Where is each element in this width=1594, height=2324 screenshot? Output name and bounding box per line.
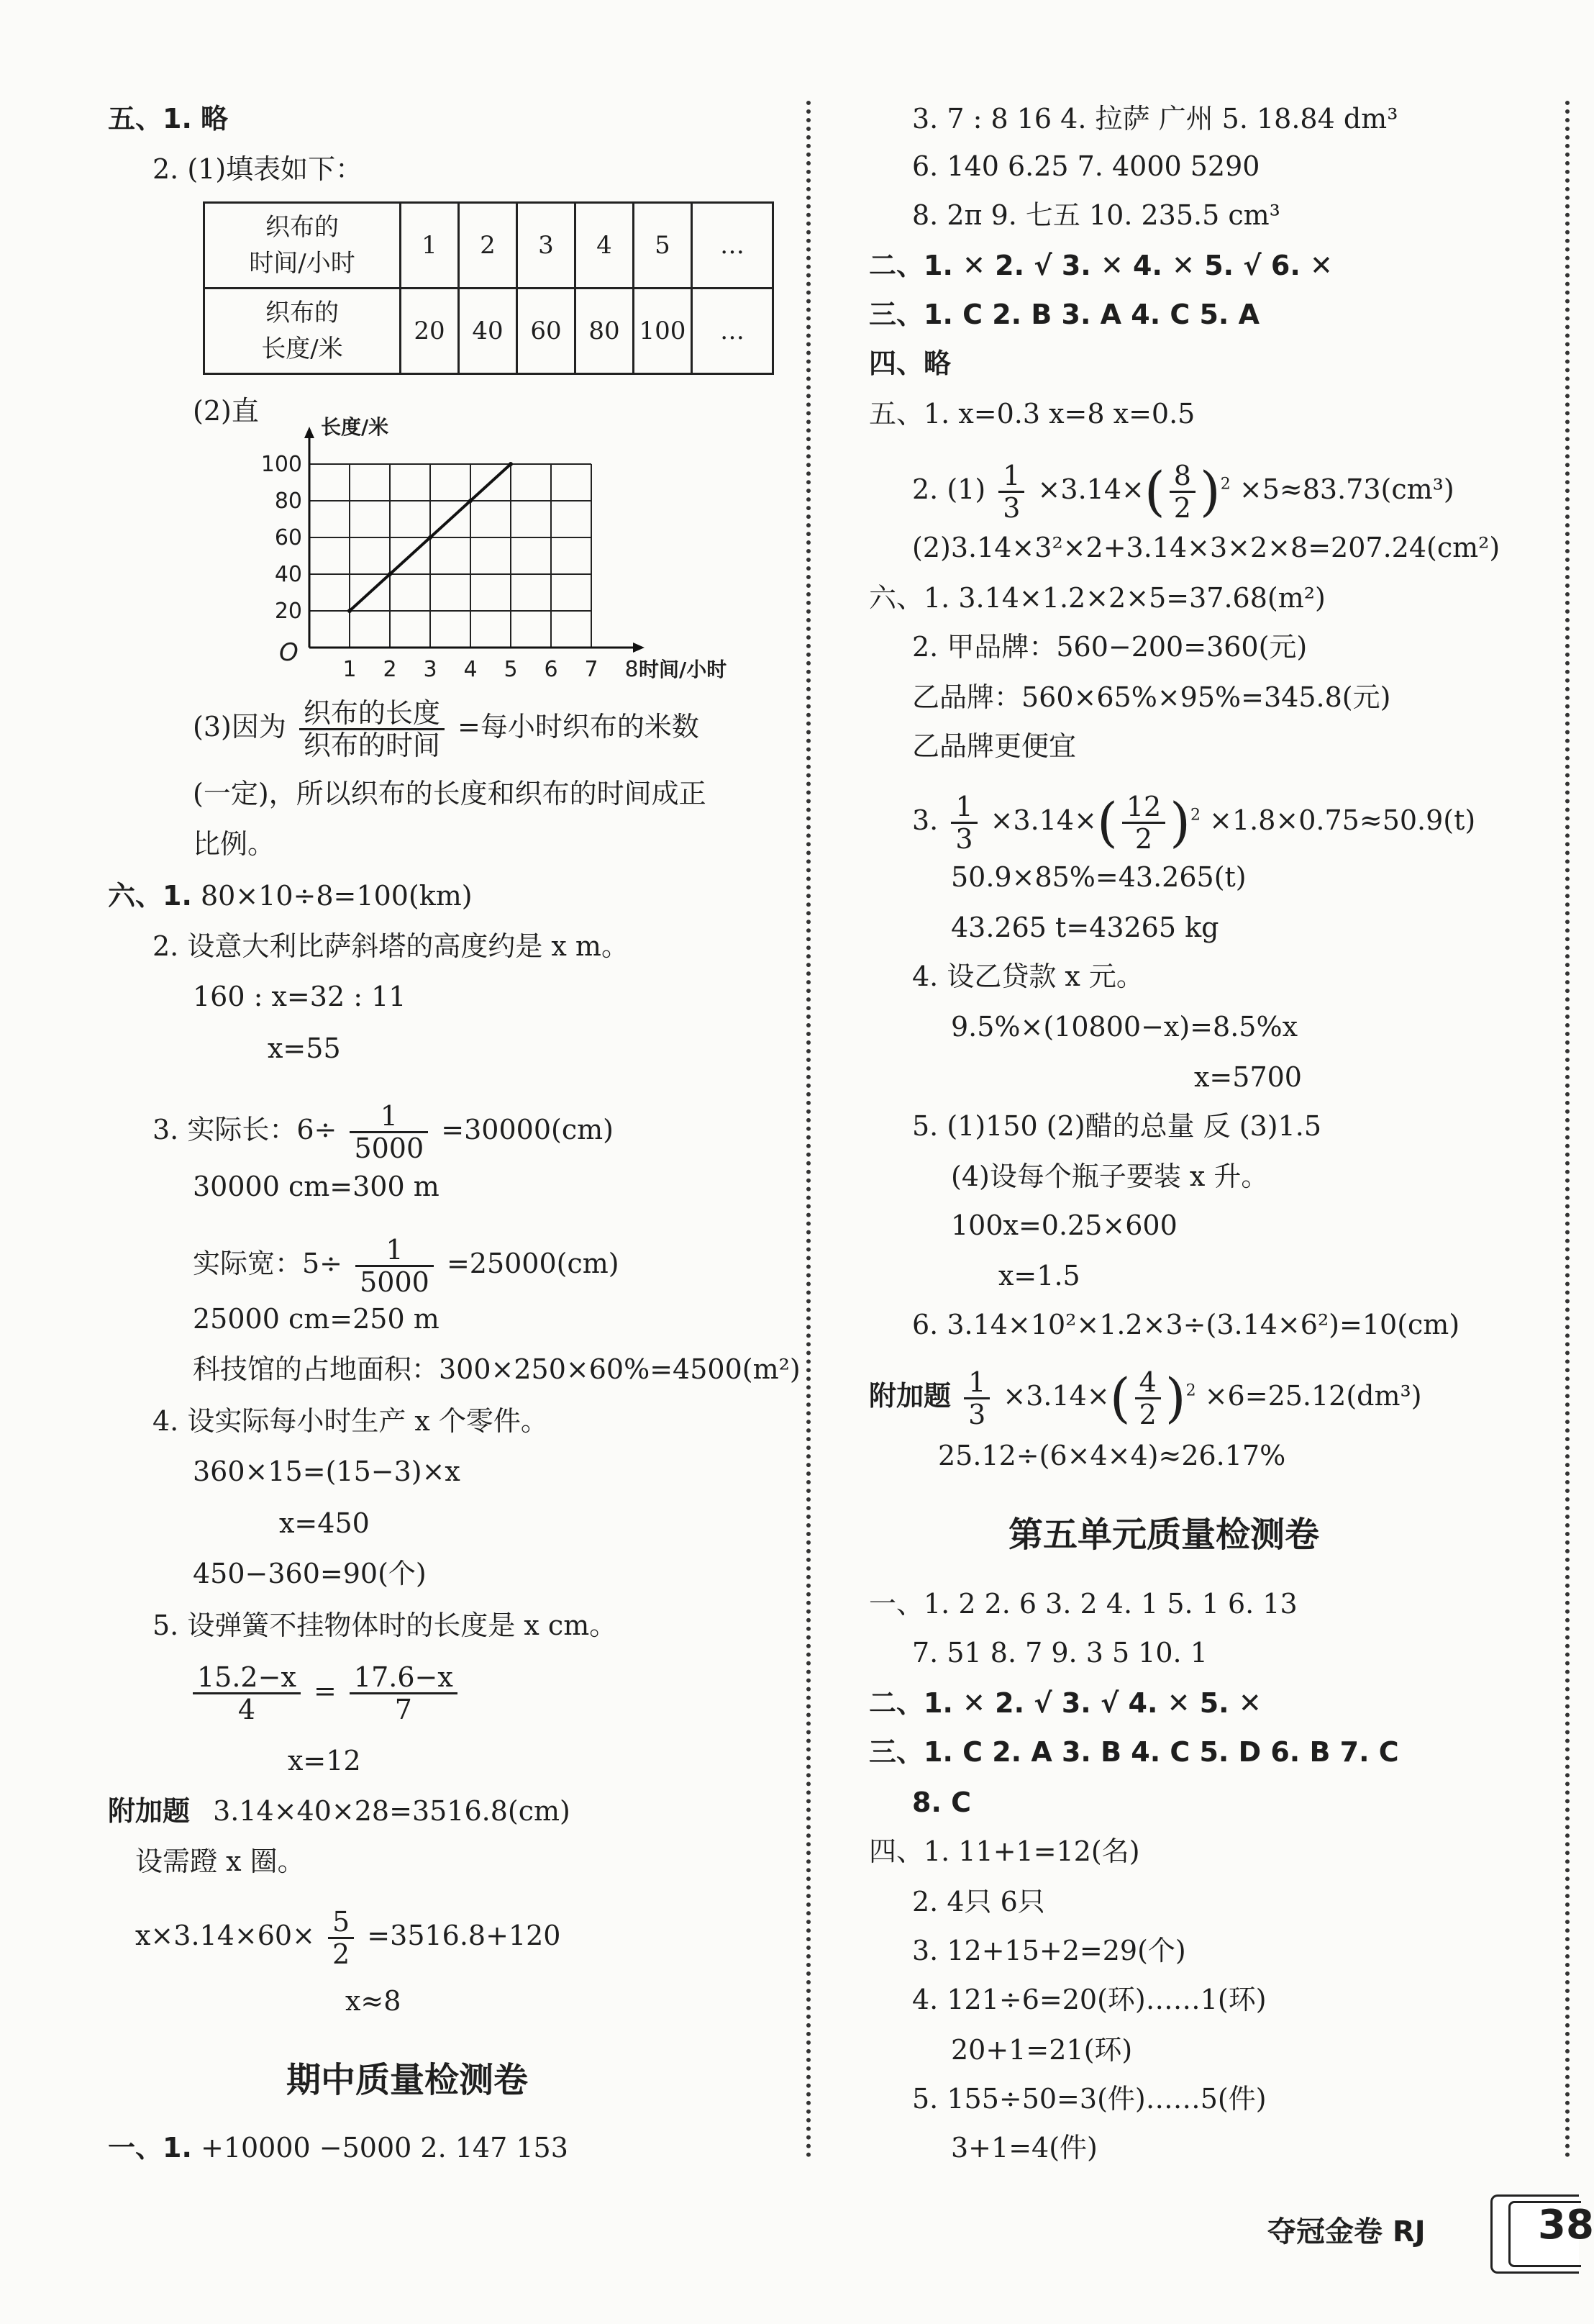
r-line-20: 5. (1)150 (2)醋的总量 反 (3)1.5 <box>912 1110 1322 1142</box>
line-chart <box>259 389 762 684</box>
fraction: $\frac{1}{5000}$ <box>355 1235 434 1297</box>
s5-q2: 2. (1)填表如下： <box>152 153 363 185</box>
y-tick-label: 40 <box>274 562 302 587</box>
r-line-1: 3. 7 : 8 16 4. 拉萨 广州 5. 18.84 dm³ <box>912 103 1398 135</box>
u-line-8: 3. 12+15+2=29(个) <box>912 1935 1186 1966</box>
y-tick-label: 60 <box>274 525 302 550</box>
s6-q1: 六、1. 80×10÷8=100(km) <box>108 880 473 912</box>
s6-q3-conv2: 25000 cm=250 m <box>193 1303 440 1335</box>
table-row <box>204 289 773 374</box>
r-line-16: 43.265 t=43265 kg <box>951 912 1219 943</box>
s6-q4-eq: 360×15=(15−3)×x <box>193 1456 460 1487</box>
table-cell: 20 <box>401 289 459 374</box>
table-header-time: 织布的 时间/小时 <box>204 203 401 289</box>
data-point <box>509 462 513 466</box>
r-line-14: 3. $\frac{1}{3}$ ×3.14×( $\frac{12}{2}$ )$^2$ ×1.8×0.75≈50.9(t) <box>912 791 1476 855</box>
s6-q5-ans: x=12 <box>288 1745 361 1776</box>
table-cell: 1 <box>401 203 459 289</box>
x-tick-label: 2 <box>383 657 397 682</box>
fraction: $\frac{8}{2}$ <box>1170 460 1196 523</box>
table-cell: … <box>692 203 773 289</box>
r-line-8: 2. (1) $\frac{1}{3}$ ×3.14×( $\frac{8}{2}$ )$^2$ ×5≈83.73(cm³) <box>912 460 1454 524</box>
table-header-length: 织布的 长度/米 <box>204 289 401 374</box>
s6-q5-eq: $\frac{15.2-x}{4}$ = $\frac{17.6-x}{7}$ <box>188 1662 462 1725</box>
s5-q3: (3)因为 $\frac{\text{织布的长度}}{\text{织布的时间}}$ =每小时织布的米数 <box>193 697 699 761</box>
u-line-12: 3+1=4(件) <box>951 2132 1098 2164</box>
data-point <box>347 609 352 613</box>
y-tick-label: 80 <box>274 489 302 514</box>
u-line-6: 四、1. 11+1=12(名) <box>869 1835 1140 1867</box>
extra-setup: 设需蹬 x 圈。 <box>135 1846 305 1877</box>
extra-eq: x×3.14×60× $\frac{5}{2}$ =3516.8+120 <box>135 1906 561 1970</box>
x-tick-label: 8 <box>624 657 639 682</box>
s5-q3-end: 比例。 <box>193 828 275 860</box>
extra-ans: x≈8 <box>345 1985 401 2017</box>
data-point <box>428 535 432 540</box>
table-cell: 80 <box>575 289 634 374</box>
s5-q1: 五、1. 略 <box>108 103 228 135</box>
r-line-18: 9.5%×(10800−x)=8.5%x <box>951 1011 1298 1043</box>
table-cell: 40 <box>459 289 517 374</box>
r-line-17: 4. 设乙贷款 x 元。 <box>912 961 1144 992</box>
fraction: $\frac{\text{织布的长度}}{\text{织布的时间}}$ <box>299 698 445 761</box>
fraction: $\frac{1}{3}$ <box>964 1367 990 1430</box>
fraction: $\frac{17.6-x}{7}$ <box>350 1662 457 1725</box>
r-line-19: x=5700 <box>1194 1061 1302 1093</box>
r-line-10: 六、1. 3.14×1.2×2×5=37.68(m²) <box>869 582 1326 614</box>
fraction: $\frac{4}{2}$ <box>1135 1367 1161 1430</box>
s6-q5: 5. 设弹簧不挂物体时的长度是 x cm。 <box>152 1610 617 1641</box>
r-line-5: 三、1. C 2. B 3. A 4. C 5. A <box>869 299 1260 330</box>
s6-q3-area: 科技馆的占地面积：300×250×60%=4500(m²) <box>193 1353 801 1385</box>
midterm-title: 期中质量检测卷 <box>286 2060 529 2100</box>
y-axis-label: 长度/米 <box>321 415 389 439</box>
table-cell: … <box>692 289 773 374</box>
x-tick-label: 7 <box>584 657 598 682</box>
r-line-26: 25.12÷(6×4×4)≈26.17% <box>938 1440 1286 1471</box>
x-tick-label: 3 <box>423 657 437 682</box>
s6-q2-ans: x=55 <box>268 1032 341 1064</box>
s5-q3-cont: (一定)，所以织布的长度和织布的时间成正 <box>193 778 706 809</box>
r-extra: 附加题 $\frac{1}{3}$ ×3.14×( $\frac{4}{2}$ )$^2$ ×6=25.12(dm³) <box>869 1366 1422 1430</box>
r-line-9: (2)3.14×3²×2+3.14×3×2×8=207.24(cm²) <box>912 532 1500 563</box>
u-line-7: 2. 4只 6只 <box>912 1886 1045 1917</box>
r-line-7: 五、1. x=0.3 x=8 x=0.5 <box>869 398 1196 430</box>
s6-q3-width: 实际宽：5÷ $\frac{1}{5000}$ =25000(cm) <box>193 1234 619 1298</box>
edge-divider <box>1565 101 1570 2159</box>
r-line-2: 6. 140 6.25 7. 4000 5290 <box>912 150 1260 182</box>
data-point <box>388 572 392 576</box>
x-axis-arrow <box>633 643 645 653</box>
u-line-11: 5. 155÷50=3(件)……5(件) <box>912 2083 1267 2115</box>
s6-q4: 4. 设实际每小时生产 x 个零件。 <box>152 1405 548 1437</box>
table-cell: 5 <box>634 203 692 289</box>
s6-q4-ans: x=450 <box>279 1507 370 1539</box>
table-cell: 4 <box>575 203 634 289</box>
brand-label: 夺冠金卷 RJ <box>1267 2215 1426 2248</box>
u-line-4: 三、1. C 2. A 3. B 4. C 5. D 6. B 7. C <box>869 1736 1399 1768</box>
unit5-title: 第五单元质量检测卷 <box>1008 1515 1320 1555</box>
s6-q4-diff: 450−360=90(个) <box>193 1558 427 1589</box>
table-cell: 100 <box>634 289 692 374</box>
x-tick-label: 6 <box>544 657 558 682</box>
s6-q3-conv1: 30000 cm=300 m <box>193 1171 440 1202</box>
page-number: 38 <box>1538 2202 1594 2248</box>
u-line-5: 8. C <box>912 1787 971 1818</box>
part2-label: (2)直 <box>193 395 259 427</box>
r-line-21: (4)设每个瓶子要装 x 升。 <box>951 1161 1269 1192</box>
data-point <box>468 499 473 503</box>
fraction: $\frac{5}{2}$ <box>328 1907 354 1969</box>
s6-q3-length: 3. 实际长：6÷ $\frac{1}{5000}$ =30000(cm) <box>152 1100 614 1164</box>
u-line-10: 20+1=21(环) <box>951 2034 1133 2066</box>
extra-question: 附加题 3.14×40×28=3516.8(cm) <box>108 1795 570 1827</box>
y-axis-arrow <box>304 427 314 438</box>
fraction: $\frac{12}{2}$ <box>1122 791 1165 854</box>
table-cell: 60 <box>517 289 575 374</box>
r-line-22: 100x=0.25×600 <box>951 1209 1178 1241</box>
column-divider <box>806 101 811 2159</box>
r-line-6: 四、略 <box>869 348 952 379</box>
origin-label: O <box>279 638 299 667</box>
fraction: $\frac{1}{3}$ <box>998 460 1024 523</box>
s6-q2: 2. 设意大利比萨斜塔的高度约是 x m。 <box>152 930 629 962</box>
x-axis-label: 时间/小时 <box>639 658 727 681</box>
r-line-15: 50.9×85%=43.265(t) <box>951 861 1247 893</box>
r-line-3: 8. 2π 9. 七五 10. 235.5 cm³ <box>912 199 1280 231</box>
r-line-12: 乙品牌：560×65%×95%=345.8(元) <box>912 681 1391 713</box>
table-cell: 2 <box>459 203 517 289</box>
u-line-9: 4. 121÷6=20(环)……1(环) <box>912 1984 1267 2015</box>
r-line-4: 二、1. ✕ 2. √ 3. ✕ 4. ✕ 5. √ 6. ✕ <box>869 250 1333 281</box>
x-tick-label: 1 <box>342 657 357 682</box>
u-line-2: 7. 51 8. 7 9. 3 5 10. 1 <box>912 1637 1208 1669</box>
y-tick-label: 20 <box>274 599 302 624</box>
fraction: $\frac{1}{5000}$ <box>350 1101 428 1163</box>
x-tick-label: 4 <box>463 657 478 682</box>
y-tick-label: 100 <box>260 452 302 477</box>
midterm-q1: 一、1. +10000 −5000 2. 147 153 <box>108 2132 568 2164</box>
s6-q2-eq: 160 : x=32 : 11 <box>193 981 406 1012</box>
r-line-11: 2. 甲品牌：560−200=360(元) <box>912 631 1308 663</box>
table-row <box>204 203 773 289</box>
r-line-23: x=1.5 <box>998 1260 1080 1292</box>
r-line-24: 6. 3.14×10²×1.2×3÷(3.14×6²)=10(cm) <box>912 1309 1460 1340</box>
fraction: $\frac{1}{3}$ <box>951 791 977 854</box>
x-tick-label: 5 <box>504 657 518 682</box>
u-line-1: 一、1. 2 2. 6 3. 2 4. 1 5. 1 6. 13 <box>869 1588 1298 1620</box>
fraction: $\frac{15.2-x}{4}$ <box>193 1662 301 1725</box>
table-cell: 3 <box>517 203 575 289</box>
u-line-3: 二、1. ✕ 2. √ 3. √ 4. ✕ 5. ✕ <box>869 1687 1262 1719</box>
data-table <box>203 201 774 375</box>
r-line-13: 乙品牌更便宜 <box>912 730 1077 762</box>
